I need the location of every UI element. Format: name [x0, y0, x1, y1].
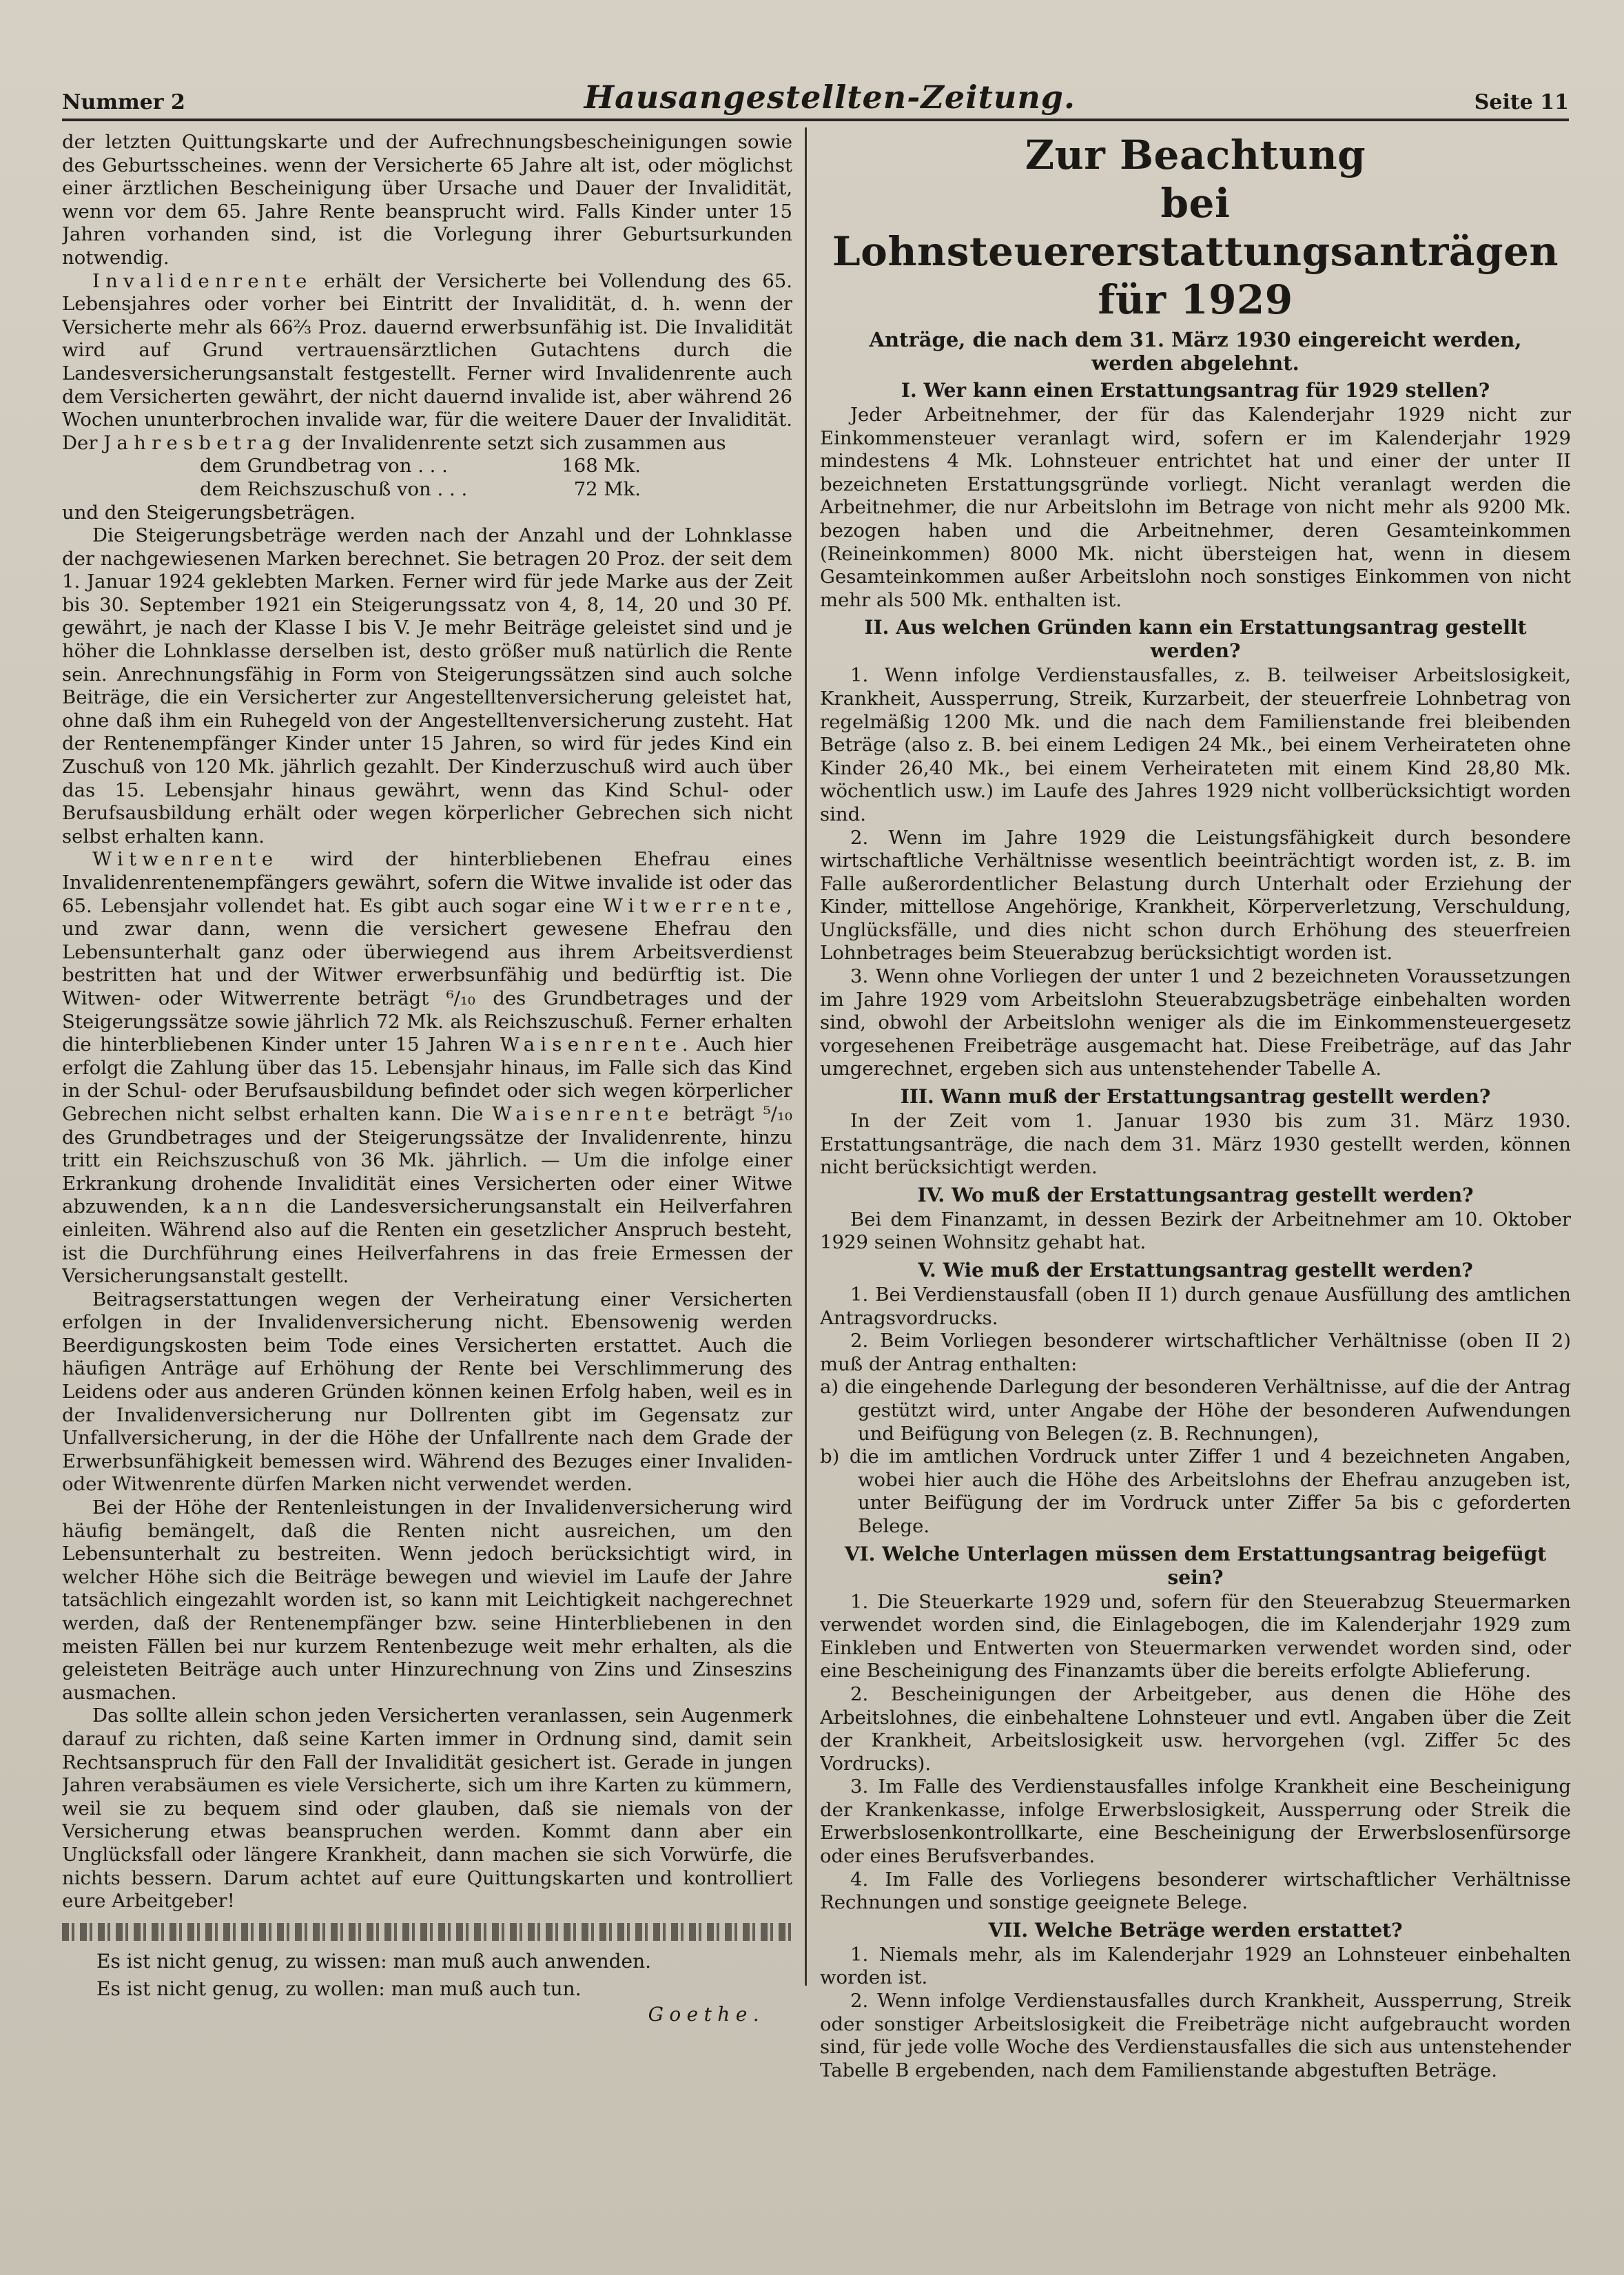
amount-value: 72 Mk. [573, 477, 641, 500]
paragraph: 4. Im Falle des Vorliegens besonderer wirtschaftlicher Verhältnisse Rechnungen und sonstige geeignete Belege. [820, 1868, 1571, 1914]
paragraph: 1. Niemals mehr, als im Kalenderjahr 1929 an Lohnsteuer einbehalten worden ist. [820, 1943, 1571, 1989]
title-line: für 1929 [1098, 276, 1293, 323]
paragraph-text: die Landesversicherungsanstalt ein Heilverfahren einleiten. Während also auf die Renten ein gesetzlicher Anspruch besteht, ist die Durchführung eines Heilverfahrens in das freie Ermessen der Versicherungsanstalt gestellt. [62, 1195, 792, 1288]
amount-row [200, 478, 641, 502]
paragraph: Beitragserstattungen wegen der Verheiratung einer Versicherten erfolgen in der Invalidenversicherung nicht. Ebensowenig werden Beerdigungskosten beim Tode eines Versicherten erstattet. Auch die häufigen Anträge auf Erhöhung der Rente bei Verschlimmerung des Leidens oder aus anderen Gründen können keinen Erfolg haben, weil es in der Invalidenversicherung nur Dollrenten gibt im Gegensatz zur Unfallversicherung, in der die Höhe der Unfallrente nach dem Grade der Erwerbsunfähigkeit bemessen wird. Während des Bezuges einer Invaliden- oder Witwenrente dürfen Marken nicht verwendet werden. [62, 1288, 792, 1496]
paragraph [62, 848, 792, 1288]
emphasis-term: Waisenrente [492, 1102, 675, 1125]
paragraph: 1. Wenn infolge Verdienstausfalles, z. B. teilweiser Arbeitslosigkeit, Krankheit, Aussperrung, Streik, Kurzarbeit, der steuerfreie Lohnbetrag von regelmäßig 1200 Mk. und die nach dem Familienstande frei bleibenden Beträge (also z. B. bei einem Ledigen 24 Mk., bei einem Verheirateten ohne Kinder 26,40 Mk., bei einem Verheirateten mit einem Kind 28,80 Mk. wöchentlich usw.) im Laufe des Jahres 1929 nicht vollberücksichtigt worden sind. [820, 664, 1571, 825]
amount-label: dem Reichszuschuß von . . . [200, 477, 468, 500]
right-column [820, 131, 1571, 2192]
section-heading: III. Wann muß der Erstattungsantrag gestellt werden? [900, 1085, 1491, 1109]
paragraph: 2. Bescheinigungen der Arbeitgeber, aus denen die Höhe des Arbeitslohnes, die einbehaltene Lohnsteuer und evtl. Angaben über die Zeit der Krankheit, Arbeitslosigkeit usw. hervorgehen (vgl. Ziffer 5c des Vordrucks). [820, 1682, 1571, 1775]
title-line: Zur Beachtung [1025, 132, 1366, 178]
ornamental-rule [62, 1923, 792, 1941]
article-title [820, 131, 1571, 324]
section-heading: II. Aus welchen Gründen kann ein Erstattungsantrag gestellt werden? [864, 616, 1527, 663]
paragraph-text: , und zwar dann, wenn die versichert gewesene Ehefrau den Lebensunterhalt ganz oder überwiegend aus ihrem Arbeitsverdienst bestritten hat und der Witwer erwerbsunfähig und bedürftig ist. Die Witwen- oder Witwerrente beträgt ⁶/₁₀ des Grundbetrages und der Steigerungssätze sowie jährlich 72 Mk. als Reichszuschuß. Ferner erhalten die hinterbliebenen Kinder unter 15 Jahren [62, 894, 792, 1056]
paragraph: Bei der Höhe der Rentenleistungen in der Invalidenversicherung wird häufig bemängelt, daß die Renten nicht ausreichen, um den Lebensunterhalt zu bestreiten. Wenn jedoch berücksichtigt wird, in welcher Höhe sich die Beiträge bewegen und wieviel im Laufe der Jahre tatsächlich eingezahlt worden ist, so kann mit Leichtigkeit nachgerechnet werden, daß der Rentenempfänger bzw. seine Hinterbliebenen in den meisten Fällen bei nur kurzem Rentenbezuge weit mehr erhalten, als die geleisteten Beiträge auch unter Hinzurechnung von Zins und Zinseszins ausmachen. [62, 1496, 792, 1704]
paragraph: 3. Im Falle des Verdienstausfalles infolge Krankheit eine Bescheinigung der Krankenkasse, infolge Erwerbslosigkeit, Aussperrung oder Streik die Erwerbslosenkontrollkarte, eine Bescheinigung der Erwerbslosenfürsorge oder eines Berufsverbandes. [820, 1775, 1571, 1868]
paragraph: und den Steigerungsbeträgen. [62, 501, 356, 524]
page-number: Seite 11 [1474, 90, 1569, 114]
running-header [62, 77, 1569, 121]
paragraph-text: . Auch hier erfolgt die Zahlung über das 15. Lebensjahr hinaus, im Falle sich das Kind in der Schul- oder Berufsausbildung befindet oder sich wegen körperlicher Gebrechen nicht selbst erhalten kann. Die [62, 1033, 792, 1125]
left-column [62, 131, 792, 2192]
paragraph: 2. Beim Vorliegen besonderer wirtschaftlicher Verhältnisse (oben II 2) muß der Antrag enthalten: [820, 1330, 1571, 1375]
paragraph-text: erhält der Versicherte bei Vollendung des 65. Lebensjahres oder vorher bei Eintritt der Invalidität, d. h. wenn der Versicherte mehr als 66⅔ Proz. dauernd erwerbsunfähig ist. Die Invalidität wird auf Grund vertrauensärztlichen Gutachtens durch die Landesversicherungsanstalt festgestellt. Ferner wird Invalidenrente auch dem Versicherten gewährt, der nicht dauernd invalide ist, aber während 26 Wochen ununterbrochen invalide war, für die weitere Dauer der Invalidität. Der [62, 269, 792, 454]
paragraph: 1. Die Steuerkarte 1929 und, sofern für den Steuerabzug Steuermarken verwendet worden sind, die Einlagebogen, die im Kalenderjahr 1929 zum Einkleben und Entwerten von Steuermarken verwendet worden sind, oder eine Bescheinigung des Finanzamts über die bereits erfolgte Ablieferung. [820, 1590, 1571, 1682]
section-heading: IV. Wo muß der Erstattungsantrag gestellt werden? [917, 1183, 1474, 1206]
sub-item: b) die im amtlichen Vordruck unter Ziffer 1 und 4 bezeichneten Angaben, wobei hier auch die Höhe des Arbeitslohns der Ehefrau anzugeben ist, unter Beifügung der im Vordruck unter Ziffer 5a bis c geforderten Belege. [820, 1445, 1571, 1537]
goethe-quote [96, 1948, 792, 2003]
paragraph: 3. Wenn ohne Vorliegen der unter 1 und 2 bezeichneten Voraussetzungen im Jahre 1929 vom Arbeitslohn Steuerabzugsbeträge einbehalten worden sind, obwohl der Arbeitslohn weniger als die im Einkommensteuergesetz vorgesehenen Freibeträge ausgemacht hat. Diese Freibeträge, auf das Jahr umgerechnet, ergeben sich aus untenstehender Tabelle A. [820, 965, 1571, 1080]
title-line: bei Lohnsteuererstattungsanträgen [832, 180, 1559, 275]
amount-label: dem Grundbetrag von . . . [200, 455, 448, 477]
emphasis-term: Invalidenrente [92, 269, 313, 292]
paragraph: 2. Wenn infolge Verdienstausfalles durch Krankheit, Aussperrung, Streik oder sonstiger Arbeitslosigkeit die Freibeträge nicht aufgebraucht worden sind, für jede volle Woche des Verdienstausfalles die sich aus untenstehender Tabelle B ergebenden, nach dem Familienstande abgestuften Beträge. [820, 1990, 1571, 2081]
emphasis-term: Witwerrente [603, 894, 787, 917]
paragraph-text: wird der hinterbliebenen Ehefrau eines Invalidenrentenempfängers gewährt, sofern die Witwe invalide ist oder das 65. Lebensjahr vollendet hat. Es gibt auch sogar eine [62, 848, 792, 917]
section-heading: VI. Welche Unterlagen müssen dem Erstattungsantrag beigefügt sein? [844, 1542, 1547, 1589]
amount-value: 168 Mk. [562, 455, 641, 477]
paragraph: der letzten Quittungskarte und der Aufrechnungsbescheinigungen sowie des Geburtsscheines. wenn der Versicherte 65 Jahre alt ist, oder möglichst einer ärztlichen Bescheinigung über Ursache und Dauer der Invalidität, wenn vor dem 65. Jahre Rente beansprucht wird. Falls Kinder unter 15 Jahren vorhanden sind, ist die Vorlegung ihrer Geburtsurkunden notwendig. [62, 131, 792, 269]
emphasis-term: Jahresbetrag [103, 431, 296, 454]
paragraph [62, 270, 792, 455]
section-heading: V. Wie muß der Erstattungsantrag gestellt werden? [918, 1259, 1473, 1281]
quote-line: Es ist nicht genug, zu wissen: man muß auch anwenden. [96, 1949, 652, 1973]
paragraph: Jeder Arbeitnehmer, der für das Kalenderjahr 1929 nicht zur Einkommensteuer veranlagt wird, sofern er im Kalenderjahr 1929 mindestens 4 Mk. Lohnsteuer entrichtet hat und einer der unter II bezeichneten Erstattungsgründe vorliegt. Nicht veranlagt werden die Arbeitnehmer, die nur Arbeitslohn im Betrage von nicht mehr als 9200 Mk. bezogen haben und die Arbeitnehmer, deren Gesamteinkommen (Reineinkommen) 8000 Mk. nicht übersteigen hat, wenn in diesem Gesamteinkommen außer Arbeitslohn noch sonstiges Einkommen von nicht mehr als 500 Mk. enthalten ist. [820, 404, 1571, 611]
article-lead: Anträge, die nach dem 31. März 1930 eingereicht werden, werden abgelehnt. [869, 328, 1522, 375]
emphasis-term: Witwenrente [92, 848, 279, 871]
issue-number: Nummer 2 [62, 90, 185, 114]
quote-author: Goethe. [648, 2002, 765, 2026]
quote-line: Es ist nicht genug, zu wollen: man muß auch tun. [96, 1977, 582, 2000]
column-divider [805, 127, 807, 1986]
section-heading: I. Wer kann einen Erstattungsantrag für 1929 stellen? [901, 379, 1490, 402]
paragraph-text: beträgt ⁵/₁₀ des Grundbetrages und der Steigerungssätze der Invalidenrente, hinzu tritt ein Reichszuschuß von 36 Mk. jährlich. — Um die infolge einer Erkrankung drohende Invalidität eines Versicherten oder einer Witwe abzuwenden, [62, 1102, 792, 1218]
paragraph: 2. Wenn im Jahre 1929 die Leistungsfähigkeit durch besondere wirtschaftliche Verhältnisse wesentlich beeinträchtigt worden ist, z. B. im Falle außerordentlicher Belastung durch Unterhalt oder Erziehung der Kinder, mittellose Angehörige, Krankheit, Körperverletzung, Verschuldung, Unglücksfälle, und dies nicht schon durch Erhöhung des steuerfreien Lohnbetrages beim Steuerabzug berücksichtigt worden ist. [820, 826, 1571, 965]
emphasis-term: kann [203, 1195, 273, 1218]
paragraph: In der Zeit vom 1. Januar 1930 bis zum 31. März 1930. Erstattungsanträge, die nach dem 31. März 1930 gestellt werden, können nicht berücksichtigt werden. [820, 1110, 1571, 1179]
emphasis-term: Waisenrente [500, 1033, 682, 1056]
paragraph: 1. Bei Verdienstausfall (oben II 1) durch genaue Ausfüllung des amtlichen Antragsvordrucks. [820, 1284, 1571, 1329]
paragraph: Bei dem Finanzamt, in dessen Bezirk der Arbeitnehmer am 10. Oktober 1929 seinen Wohnsitz gehabt hat. [820, 1208, 1571, 1254]
paragraph-text: der Invalidenrente setzt sich zusammen aus [302, 431, 726, 454]
amount-row [200, 455, 641, 478]
amount-list [200, 455, 792, 501]
newspaper-title: Hausangestellten-Zeitung. [584, 79, 1076, 116]
section-heading: VII. Welche Beträge werden erstattet? [988, 1918, 1403, 1942]
sub-item: a) die eingehende Darlegung der besonderen Verhältnisse, auf die der Antrag gestützt wird, unter Angabe der Höhe der besonderen Aufwendungen und Beifügung von Belegen (z. B. Rechnungen), [820, 1376, 1571, 1445]
paragraph: Das sollte allein schon jeden Versicherten veranlassen, sein Augenmerk darauf zu richten, daß seine Karten immer in Ordnung sind, damit sein Rechtsanspruch für den Fall der Invalidität gesichert ist. Gerade in jungen Jahren verabsäumen es viele Versicherte, sich um ihre Karten zu kümmern, weil sie zu bequem sind oder glauben, daß sie niemals von der Versicherung etwas beanspruchen werden. Kommt dann aber ein Unglücksfall oder längere Krankheit, dann machen sie sich Vorwürfe, die nichts bessern. Darum achtet auf eure Quittungskarten und kontrolliert eure Arbeitgeber! [62, 1705, 792, 1913]
paragraph: Die Steigerungsbeträge werden nach der Anzahl und der Lohnklasse der nachgewiesenen Marken berechnet. Sie betragen 20 Proz. der seit dem 1. Januar 1924 geklebten Marken. Ferner wird für jede Marke aus der Zeit bis 30. September 1921 ein Steigerungssatz von 4, 8, 14, 20 und 30 Pf. gewährt, je nach der Klasse I bis V. Je mehr Beiträge geleistet sind und je höher die Lohnklasse derselben ist, desto größer muß natürlich die Rente sein. Anrechnungsfähig in Form von Steigerungssätzen sind auch solche Beiträge, die ein Versicherter zur Angestelltenversicherung geleistet hat, ohne daß ihm ein Ruhegeld von der Angestelltenversicherung zusteht. Hat der Rentenempfänger Kinder unter 15 Jahren, so wird für jedes Kind ein Zuschuß von 120 Mk. jährlich gezahlt. Der Kinderzuschuß wird auch über das 15. Lebensjahr hinaus gewährt, wenn das Kind Schul- oder Berufsausbildung erhält oder wegen körperlicher Gebrechen sich nicht selbst erhalten kann. [62, 524, 792, 847]
